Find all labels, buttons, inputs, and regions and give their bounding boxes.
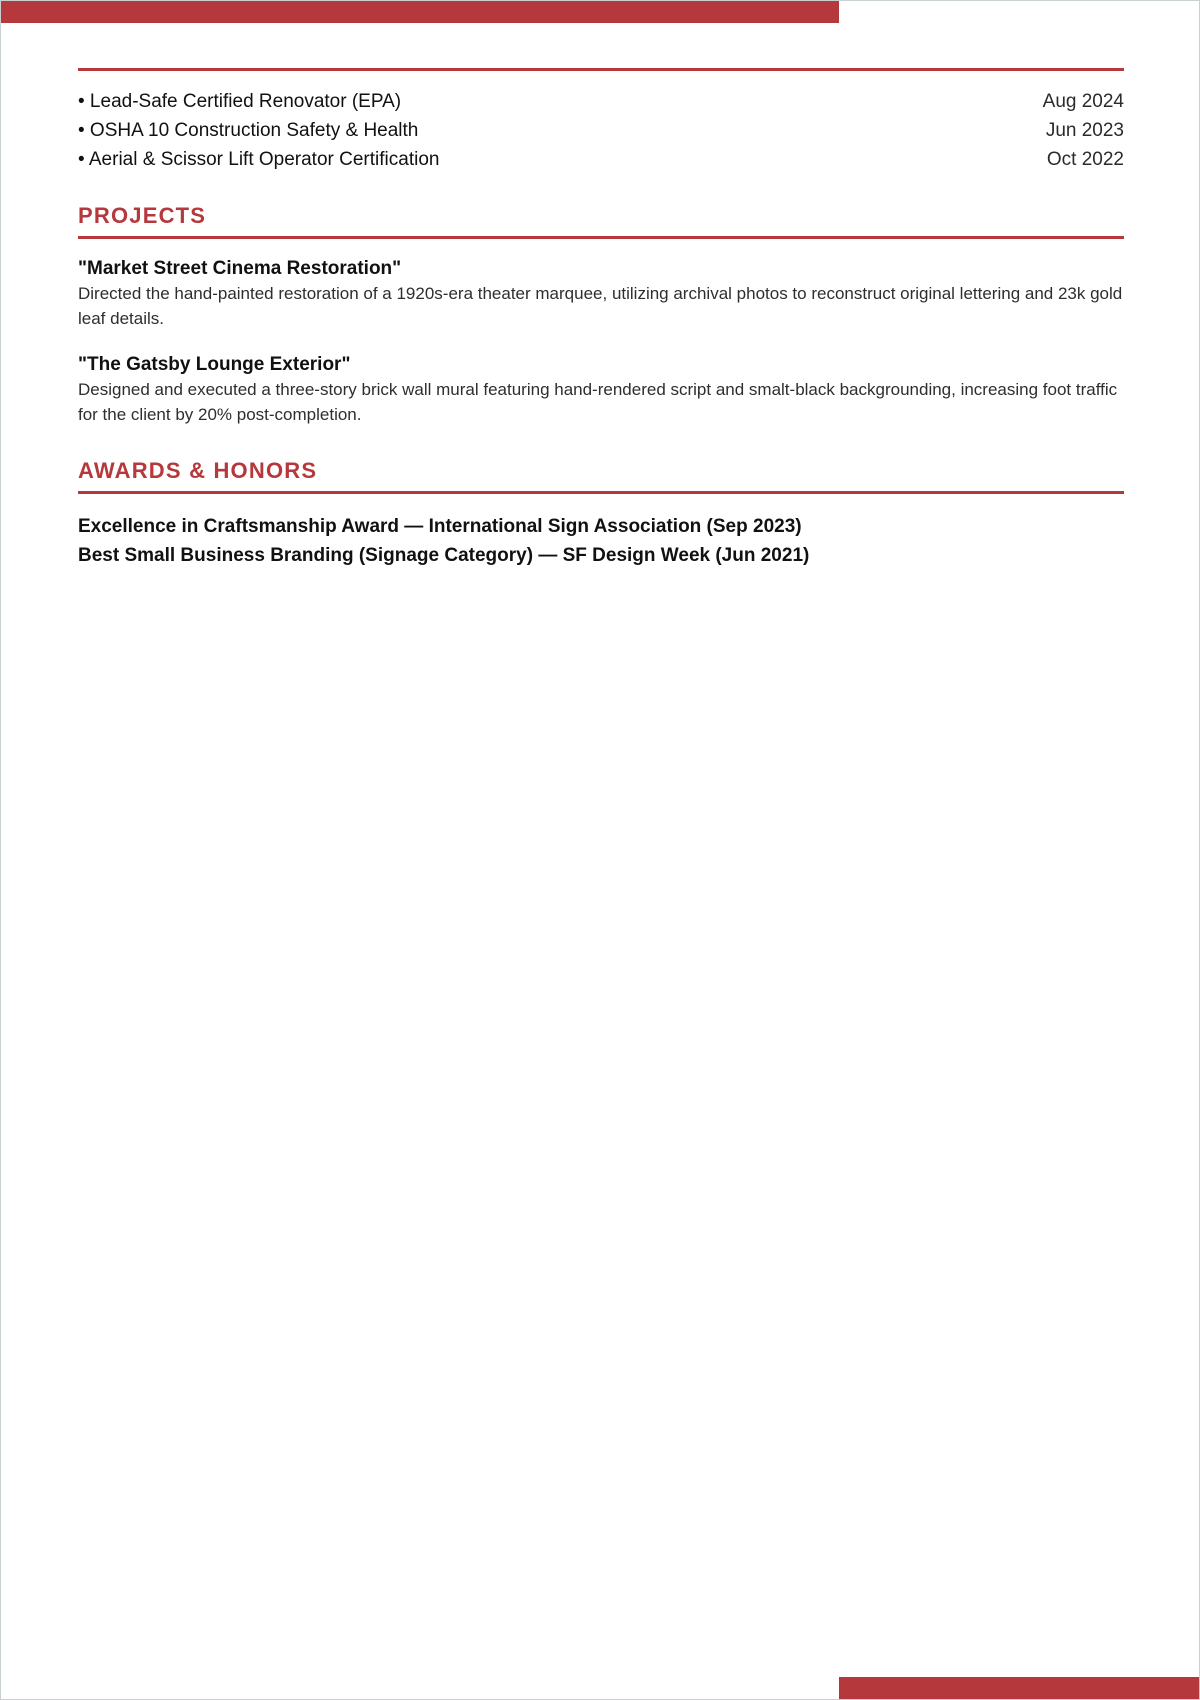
certification-date: Aug 2024 [1042, 91, 1124, 112]
project-title: "Market Street Cinema Restoration" [78, 258, 402, 279]
certification-item [78, 145, 1124, 174]
project-entry [78, 257, 1124, 331]
certification-name: • Aerial & Scissor Lift Operator Certification [78, 149, 440, 170]
awards-heading: AWARDS & HONORS [78, 458, 318, 483]
certifications-divider [78, 68, 1124, 71]
awards-section [78, 457, 1124, 570]
project-description: Directed the hand-painted restoration of a 1920s-era theater marquee, utilizing archival photos to reconstruct original lettering and 23k gold leaf details. [78, 284, 1123, 328]
page-content [78, 68, 1124, 570]
project-description: Designed and executed a three-story brick wall mural featuring hand-rendered script and smalt-black backgrounding, increasing foot traffic for the client by 20% post-completion. [78, 380, 1118, 424]
certification-name: • OSHA 10 Construction Safety & Health [78, 120, 419, 141]
certifications-list [78, 87, 1124, 174]
project-entry [78, 353, 1124, 427]
project-title: "The Gatsby Lounge Exterior" [78, 354, 351, 375]
award-item: Excellence in Craftsmanship Award — International Sign Association (Sep 2023) [78, 516, 802, 537]
bottom-accent-bar [839, 1677, 1199, 1699]
certification-date: Jun 2023 [1045, 120, 1124, 141]
certification-date: Oct 2022 [1046, 149, 1124, 170]
awards-divider [78, 491, 1124, 494]
certification-name: • Lead-Safe Certified Renovator (EPA) [78, 91, 402, 112]
award-item: Best Small Business Branding (Signage Category) — SF Design Week (Jun 2021) [78, 545, 810, 566]
projects-section [78, 202, 1124, 427]
projects-divider [78, 236, 1124, 239]
awards-list [78, 512, 1124, 570]
top-accent-bar [1, 1, 839, 23]
certification-item [78, 116, 1124, 145]
certification-item [78, 87, 1124, 116]
projects-heading: PROJECTS [78, 203, 207, 228]
